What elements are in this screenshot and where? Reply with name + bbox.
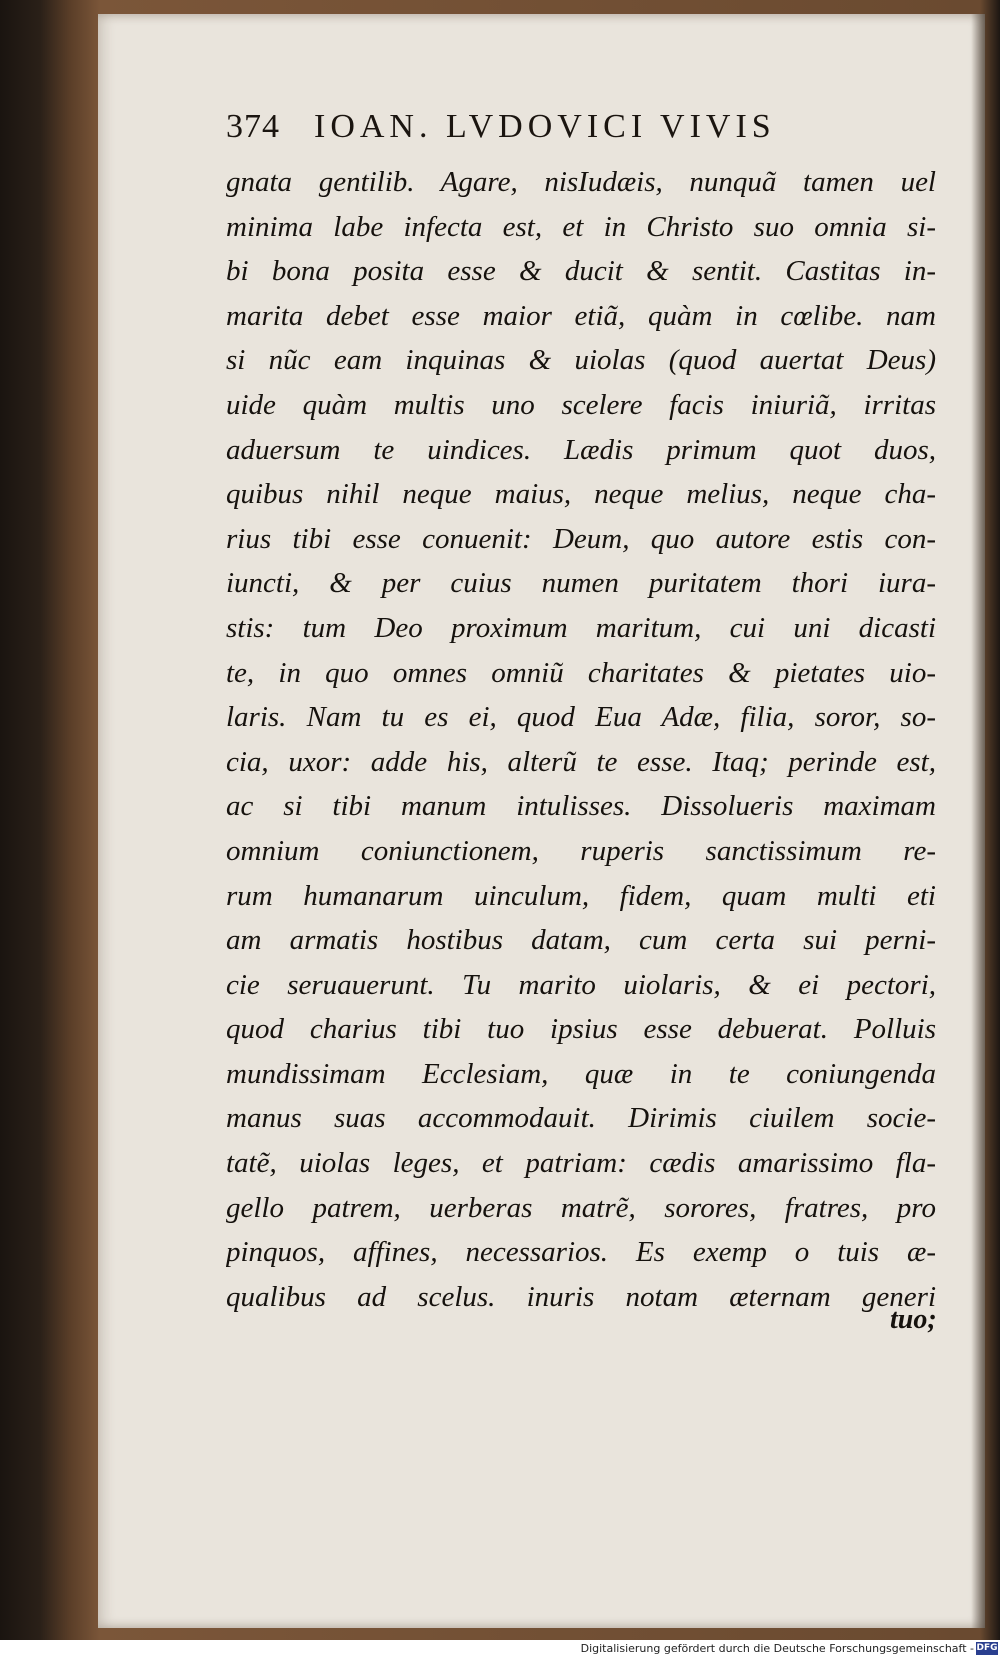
body-text	[226, 160, 936, 1319]
page-number: 374	[226, 108, 280, 145]
text-line: qualibus ad scelus. inuris notam æternam generi	[226, 1280, 936, 1313]
dfg-logo: DFG	[976, 1643, 998, 1653]
running-head-title: IOAN. LVDOVICI VIVIS	[314, 108, 776, 145]
text-line: tatẽ, uiolas leges, et patriam: cædis amarissimo fla-	[226, 1147, 936, 1180]
text-line: pinquos, affines, necessarios. Es exemp o tuis æ-	[226, 1236, 936, 1269]
catchword: tuo;	[890, 1304, 937, 1335]
text-line: mundissimam Ecclesiam, quæ in te coniungenda	[226, 1057, 936, 1090]
text-line: te, in quo omnes omniũ charitates & pietates uio-	[226, 656, 936, 689]
text-line: aduersum te uindices. Lædis primum quot duos,	[226, 433, 936, 466]
text-line: gnata gentilib. Agare, nisIudæis, nunquã tamen uel	[226, 166, 936, 198]
running-head	[226, 108, 926, 158]
text-line: laris. Nam tu es ei, quod Eua Adæ, filia, soror, so-	[226, 701, 936, 734]
text-line: iuncti, & per cuius numen puritatem thori iura-	[226, 567, 936, 600]
text-line: ac si tibi manum intulisses. Dissolueris maximam	[226, 790, 936, 823]
text-line: am armatis hostibus datam, cum certa sui perni-	[226, 924, 936, 957]
text-line: minima labe infecta est, et in Christo suo omnia si-	[226, 210, 936, 243]
text-line: gello patrem, uerberas matrẽ, sorores, fratres, pro	[226, 1191, 936, 1224]
footer-attribution: Digitalisierung gefördert durch die Deutsche Forschungsgemeinschaft -	[580, 1642, 974, 1655]
text-line: quibus nihil neque maius, neque melius, neque cha-	[226, 478, 936, 511]
text-line: cia, uxor: adde his, alterũ te esse. Itaq; perinde est,	[226, 745, 936, 778]
text-line: uide quàm multis uno scelere facis iniuriã, irritas	[226, 388, 936, 421]
text-line: rius tibi esse conuenit: Deum, quo autore estis con-	[226, 522, 936, 555]
text-line: bi bona posita esse & ducit & sentit. Castitas in-	[226, 255, 936, 288]
text-line: si nũc eam inquinas & uiolas (quod auertat Deus)	[226, 344, 936, 377]
text-line: quod charius tibi tuo ipsius esse debuerat. Polluis	[226, 1013, 936, 1046]
text-line: marita debet esse maior etiã, quàm in cœlibe. nam	[226, 299, 936, 332]
text-line: rum humanarum uinculum, fidem, quam multi eti	[226, 879, 936, 912]
text-line: omnium coniunctionem, ruperis sanctissimum re-	[226, 834, 936, 867]
text-line: cie seruauerunt. Tu marito uiolaris, & ei pectori,	[226, 968, 936, 1001]
text-line: manus suas accommodauit. Dirimis ciuilem socie-	[226, 1102, 936, 1135]
text-line: stis: tum Deo proximum maritum, cui uni dicasti	[226, 611, 936, 644]
